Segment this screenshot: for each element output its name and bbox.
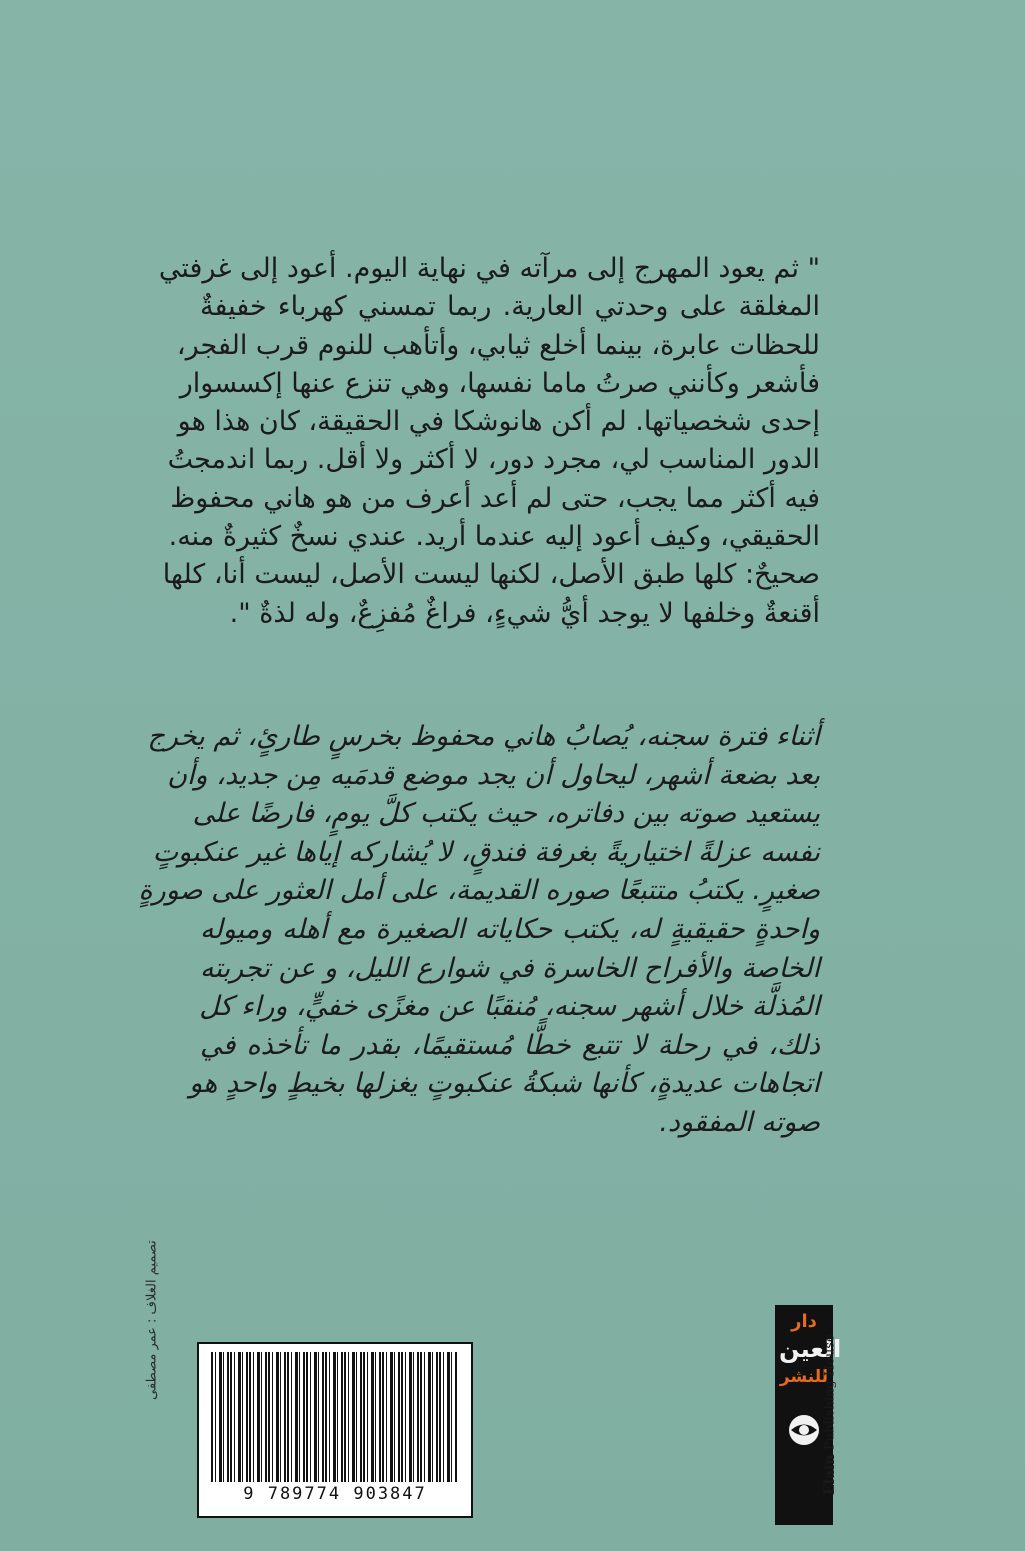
barcode-bars — [211, 1352, 457, 1482]
quote-line: صحيحٌ: كلها طبق الأصل، لكنها ليست الأصل، ليست أنا، كلها — [162, 559, 820, 591]
synopsis-paragraph — [138, 718, 820, 1143]
synopsis-line: صوته المفقود. — [659, 1106, 820, 1138]
isbn-number: 9 789774 903847 — [243, 1484, 427, 1504]
quote-line: للحظات عابرة، بينما أخلع ثيابي، وأتأهب للنوم قرب الفجر، — [176, 329, 820, 361]
eye-icon — [787, 1413, 821, 1447]
quote-line: إحدى شخصياتها. لم أكن هانوشكا في الحقيقة، كان هذا هو — [177, 406, 820, 438]
publisher-logo-dar: دار — [791, 1311, 817, 1332]
isbn-barcode — [197, 1342, 473, 1518]
quote-line: الحقيقي، وكيف أعود إليه عندما أريد. عندي نسخٌ كثيرةٌ منه. — [168, 521, 820, 553]
quote-line: فيه أكثر مما يجب، حتى لم أعد أعرف من هو هاني محفوظ — [170, 482, 820, 514]
publisher-name-english — [820, 1305, 840, 1525]
cover-design-credit: تصميم الغلاف : عمر مصطفى — [144, 1240, 160, 1400]
synopsis-line: اتجاهات عديدةٍ، كأنها شبكةُ عنكبوتٍ يغزلها بخيطٍ واحدٍ هو — [189, 1068, 820, 1100]
synopsis-line: المُذلَّة خلال أشهر سجنه، مُنقبًا عن مغزًى خفيٍّ، وراء كل — [199, 991, 820, 1023]
quote-line: فأشعر وكأنني صرتُ ماما نفسها، وهي تنزع عنها إكسسوار — [179, 367, 820, 399]
synopsis-line: يستعيد صوته بين دفاتره، حيث يكتب كلَّ يومٍ، فارضًا على — [192, 798, 820, 830]
publisher-tagline: Publishing House — [822, 1334, 838, 1451]
synopsis-line: الخاصة والأفراح الخاسرة في شوارع الليل، و عن تجربته — [200, 952, 820, 984]
publisher-logo-ain: العين — [779, 1335, 842, 1363]
synopsis-line: نفسه عزلةً اختياريةً بغرفة فندقٍ، لا يُشاركه إياها غير عنكبوتٍ — [152, 836, 820, 868]
publisher-name: Elain — [822, 1454, 838, 1496]
synopsis-line: بعد بضعة أشهر، ليحاول أن يجد موضع قدمَيه مِن جديد، وأن — [167, 759, 820, 791]
quote-line: أقنعةٌ وخلفها لا يوجد أيُّ شيءٍ، فراغٌ مُفزِعٌ، وله لذةٌ ". — [229, 597, 820, 629]
quote-line: المغلقة على وحدتي العارية. ربما تمسني كهرباء خفيفةٌ — [200, 291, 820, 323]
synopsis-line: أثناء فترة سجنه، يُصابُ هاني محفوظ بخرسٍ طارئٍ، ثم يخرج — [147, 721, 820, 752]
publisher-logo-lilnashr: للنشر — [779, 1367, 829, 1387]
excerpt-quote — [158, 250, 820, 633]
synopsis-line: صغيرٍ. يكتبُ متتبعًا صوره القديمة، على أمل العثور على صورةٍ — [138, 875, 820, 907]
synopsis-line: واحدةٍ حقيقيةٍ له، يكتب حكاياته الصغيرة مع أهله وميوله — [200, 913, 820, 945]
quote-line: " ثم يعود المهرج إلى مرآته في نهاية اليوم. أعود إلى غرفتي — [158, 253, 820, 284]
quote-line: الدور المناسب لي، مجرد دور، لا أكثر ولا أقل. ربما اندمجتُ — [167, 444, 820, 476]
synopsis-line: ذلك، في رحلة لا تتبع خطًّا مُستقيمًا، بقدر ما تأخذه في — [200, 1029, 820, 1061]
